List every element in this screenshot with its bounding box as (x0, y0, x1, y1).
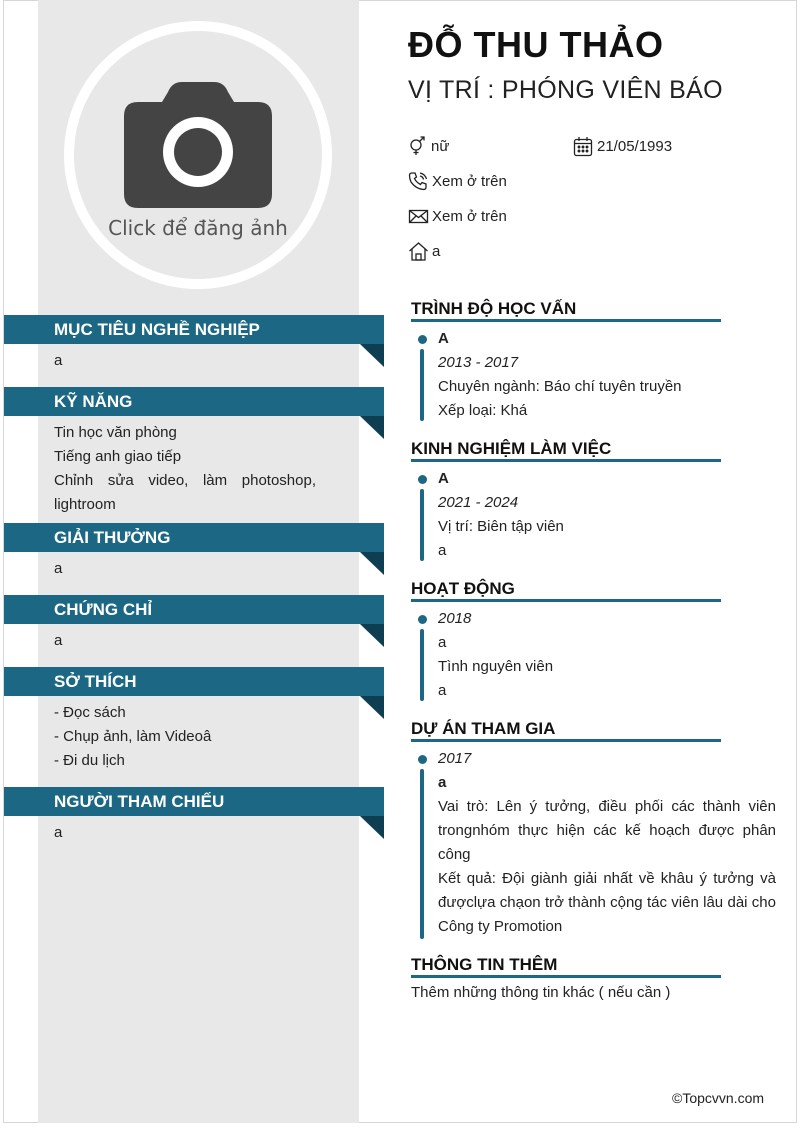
camera-icon (124, 80, 272, 208)
awards-text: a (54, 560, 63, 577)
hobbies-list (54, 701, 316, 773)
extra-info-text: Thêm những thông tin khác ( nếu cần ) (411, 984, 671, 1001)
envelope-icon (408, 206, 429, 227)
email-value: Xem ở trên (432, 208, 507, 225)
project-role: Vai trò: Lên ý tưởng, điều phối các thành viên trongnhóm thực hiện các kế hoạch được phân công (438, 798, 776, 863)
objective-text: a (54, 352, 63, 369)
references-text: a (54, 824, 63, 841)
experience-entry (411, 467, 776, 567)
timeline-dot (418, 755, 427, 764)
birthday-value: 21/05/1993 (597, 138, 673, 155)
gender-info (408, 136, 449, 156)
phone-info (408, 171, 507, 192)
project-name: a (438, 774, 447, 791)
heading-ribbon-fold (360, 344, 384, 367)
hobby-item: - Đi du lịch (54, 752, 125, 769)
skills-heading: KỸ NĂNG (4, 387, 384, 416)
timeline-bar (420, 489, 424, 561)
activities-entry (411, 607, 776, 707)
birthday-info (573, 136, 672, 157)
timeline-bar (420, 769, 424, 939)
skill-item: Tin học văn phòng (54, 424, 177, 441)
candidate-position: VỊ TRÍ : PHÓNG VIÊN BÁO (408, 76, 723, 104)
experience-role: Vị trí: Biên tập viên (438, 518, 564, 535)
hobby-item: - Đọc sách (54, 704, 126, 721)
education-major: Chuyên ngành: Báo chí tuyên truyền (438, 378, 682, 395)
project-result: Kết quả: Đội giành giải nhất về khâu ý tưởng và đượclựa chạon trở thành cộng tác viên lâu dài cho Công ty Promotion (438, 870, 776, 935)
timeline-dot (418, 475, 427, 484)
activities-heading: HOẠT ĐỘNG (411, 576, 721, 602)
certificates-text: a (54, 632, 63, 649)
email-info (408, 206, 507, 227)
experience-period: 2021 - 2024 (438, 494, 519, 511)
projects-entry (411, 747, 776, 943)
project-year: 2017 (438, 750, 472, 767)
activity-desc: a (438, 682, 447, 699)
education-entry (411, 327, 776, 427)
school-name: A (438, 330, 449, 347)
projects-heading: DỰ ÁN THAM GIA (411, 716, 721, 742)
experience-desc: a (438, 542, 447, 559)
address-value: a (432, 243, 441, 260)
heading-ribbon-fold (360, 416, 384, 439)
certificates-heading: CHỨNG CHỈ (4, 595, 384, 624)
copyright-footer: ©Topcvvn.com (672, 1090, 765, 1106)
education-period: 2013 - 2017 (438, 354, 519, 371)
gender-value: nữ (431, 137, 450, 155)
references-heading: NGƯỜI THAM CHIẾU (4, 787, 384, 816)
candidate-name: ĐỖ THU THẢO (408, 24, 664, 65)
activity-org: a (438, 634, 447, 651)
education-grade: Xếp loại: Khá (438, 402, 528, 419)
timeline-bar (420, 349, 424, 421)
timeline-bar (420, 629, 424, 701)
extra-info-heading: THÔNG TIN THÊM (411, 952, 721, 978)
company-name: A (438, 470, 449, 487)
skill-item: Tiếng anh giao tiếp (54, 448, 182, 465)
skills-list (54, 421, 316, 517)
calendar-icon (573, 136, 594, 157)
activity-role: Tình nguyên viên (438, 658, 554, 675)
experience-heading: KINH NGHIỆM LÀM VIỆC (411, 436, 721, 462)
gender-icon (408, 136, 428, 156)
heading-ribbon-fold (360, 552, 384, 575)
skill-item: Chỉnh sửa video, làm photoshop, lightroom (54, 472, 316, 513)
phone-value: Xem ở trên (432, 173, 507, 190)
photo-caption[interactable]: Click để đăng ảnh (108, 216, 288, 240)
hobbies-heading: SỞ THÍCH (4, 667, 384, 696)
phone-icon (408, 171, 429, 192)
timeline-dot (418, 615, 427, 624)
education-heading: TRÌNH ĐỘ HỌC VẤN (411, 296, 721, 322)
home-icon (408, 241, 429, 262)
heading-ribbon-fold (360, 624, 384, 647)
avatar-upload[interactable] (64, 21, 332, 289)
address-info (408, 241, 440, 262)
heading-ribbon-fold (360, 696, 384, 719)
heading-ribbon-fold (360, 816, 384, 839)
awards-heading: GIẢI THƯỞNG (4, 523, 384, 552)
activity-year: 2018 (438, 610, 472, 627)
hobby-item: - Chụp ảnh, làm Videoâ (54, 728, 212, 745)
timeline-dot (418, 335, 427, 344)
objective-heading: MỤC TIÊU NGHỀ NGHIỆP (4, 315, 384, 344)
